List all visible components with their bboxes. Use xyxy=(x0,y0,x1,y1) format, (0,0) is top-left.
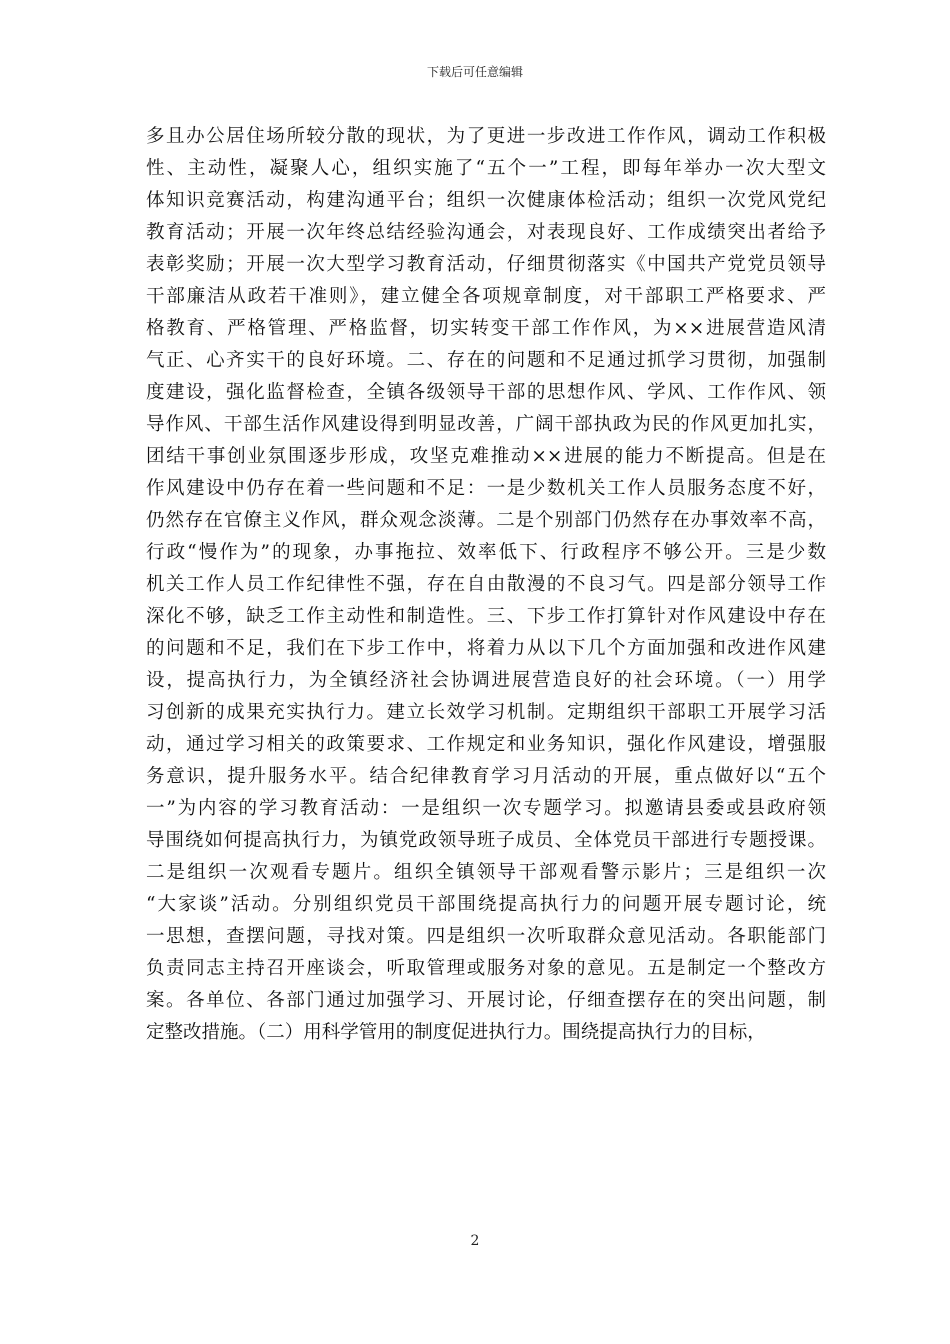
body-line: 案。各单位、各部门通过加强学习、开展讨论，仔细查摆存在的突出问题，制 xyxy=(146,990,826,1011)
body-line: 格教育、严格管理、严格监督，切实转变干部工作作风，为××进展营造风清 xyxy=(146,318,826,339)
body-line: 二是组织一次观看专题片。组织全镇领导干部观看警示影片；三是组织一次 xyxy=(146,862,826,883)
body-line: 作风建设中仍存在着一些问题和不足：一是少数机关工作人员服务态度不好， xyxy=(146,478,826,499)
body-line: 一”为内容的学习教育活动：一是组织一次专题学习。拟邀请县委或县政府领 xyxy=(146,798,826,819)
body-line: 干部廉洁从政若干准则》，建立健全各项规章制度，对干部职工严格要求、严 xyxy=(146,286,826,307)
body-line: 体知识竞赛活动，构建沟通平台；组织一次健康体检活动；组织一次党风党纪 xyxy=(146,190,826,211)
body-line: 表彰奖励；开展一次大型学习教育活动，仔细贯彻落实《中国共产党党员领导 xyxy=(146,254,826,275)
body-line: “大家谈”活动。分别组织党员干部围绕提高执行力的问题开展专题讨论，统 xyxy=(146,894,826,915)
body-line: 深化不够，缺乏工作主动性和制造性。三、下步工作打算针对作风建设中存在 xyxy=(146,606,826,627)
body-line: 团结干事创业氛围逐步形成，攻坚克难推动××进展的能力不断提高。但是在 xyxy=(146,446,826,467)
body-line: 的问题和不足，我们在下步工作中，将着力从以下几个方面加强和改进作风建 xyxy=(146,638,826,659)
body-line: 设，提高执行力，为全镇经济社会协调进展营造良好的社会环境。（一）用学 xyxy=(146,670,826,691)
body-line: 负责同志主持召开座谈会，听取管理或服务对象的意见。五是制定一个整改方 xyxy=(146,958,826,979)
body-line: 机关工作人员工作纪律性不强，存在自由散漫的不良习气。四是部分领导工作 xyxy=(146,574,826,595)
body-line: 动，通过学习相关的政策要求、工作规定和业务知识，强化作风建设，增强服 xyxy=(146,734,826,755)
page-header: 下载后可任意编辑 xyxy=(426,65,523,79)
body-line: 多且办公居住场所较分散的现状，为了更进一步改进工作作风，调动工作积极 xyxy=(146,126,826,147)
body-line: 定整改措施。（二）用科学管用的制度促进执行力。围绕提高执行力的目标， xyxy=(146,1022,766,1043)
body-line: 务意识，提升服务水平。结合纪律教育学习月活动的开展，重点做好以“五个 xyxy=(146,766,826,787)
document-body xyxy=(146,121,826,1049)
body-line: 行政“慢作为”的现象，办事拖拉、效率低下、行政程序不够公开。三是少数 xyxy=(146,542,826,563)
body-line: 导围绕如何提高执行力，为镇党政领导班子成员、全体党员干部进行专题授课。 xyxy=(146,830,826,851)
body-line: 教育活动；开展一次年终总结经验沟通会，对表现良好、工作成绩突出者给予 xyxy=(146,222,826,243)
body-line: 度建设，强化监督检查，全镇各级领导干部的思想作风、学风、工作作风、领 xyxy=(146,382,826,403)
body-line: 性、主动性，凝聚人心，组织实施了“五个一”工程，即每年举办一次大型文 xyxy=(146,158,826,179)
page-number: 2 xyxy=(470,1233,480,1249)
body-line: 导作风、干部生活作风建设得到明显改善，广阔干部执政为民的作风更加扎实， xyxy=(146,414,826,435)
body-line: 气正、心齐实干的良好环境。二、存在的问题和不足通过抓学习贯彻，加强制 xyxy=(146,350,826,371)
body-line: 一思想，查摆问题，寻找对策。四是组织一次听取群众意见活动。各职能部门 xyxy=(146,926,826,947)
body-line: 仍然存在官僚主义作风，群众观念淡薄。二是个别部门仍然存在办事效率不高， xyxy=(146,510,826,531)
body-line: 习创新的成果充实执行力。建立长效学习机制。定期组织干部职工开展学习活 xyxy=(146,702,826,723)
